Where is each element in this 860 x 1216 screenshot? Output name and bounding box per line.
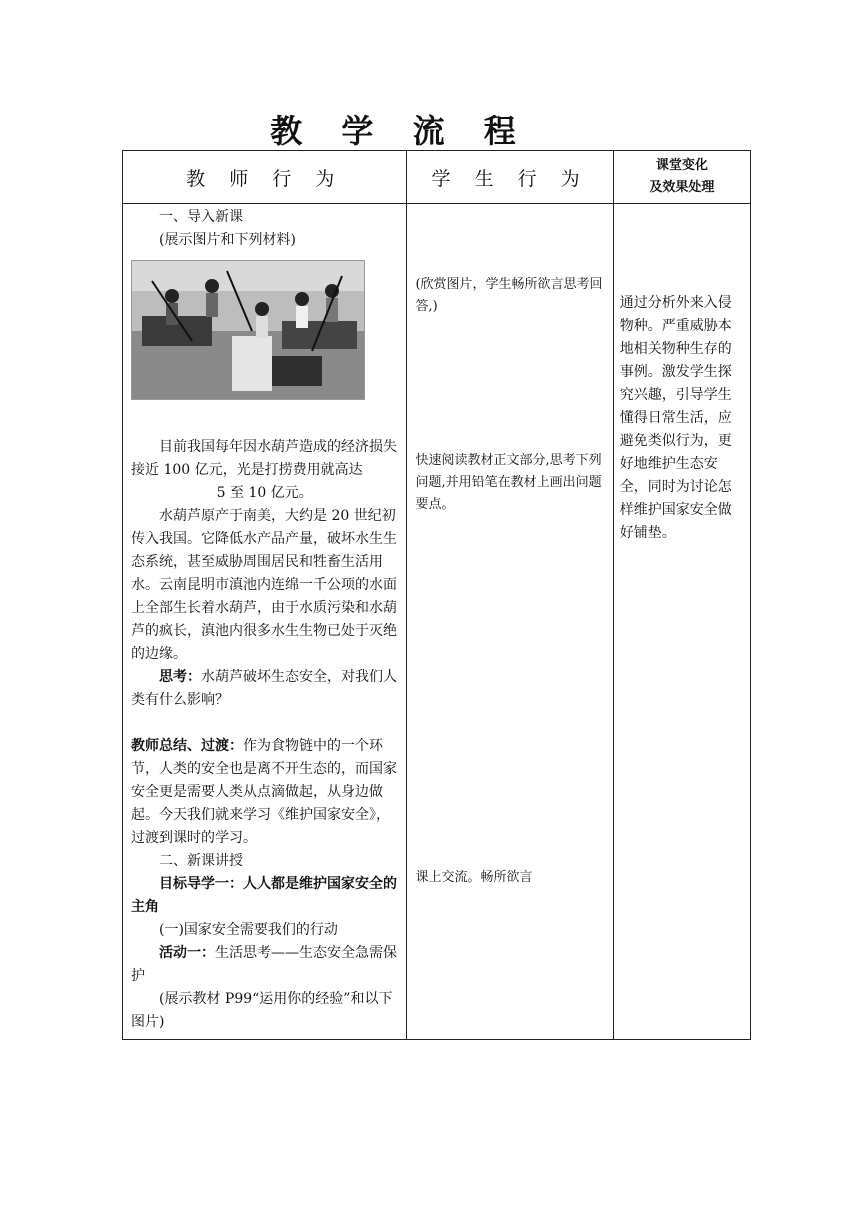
page-title: 教 学 流 程 — [270, 112, 530, 150]
section-intro-heading: 一、导入新课 — [159, 209, 243, 225]
header-student: 学 生 行 为 — [407, 151, 613, 204]
student-activity-2: 快速阅读教材正文部分,思考下列问题,并用铅笔在教材上画出问题要点。 — [415, 453, 602, 512]
water-hyacinth-photo-icon — [131, 260, 365, 400]
header-effect — [613, 151, 750, 204]
summary-label: 教师总结、过渡： — [131, 738, 243, 754]
subsection-heading: (一)国家安全需要我们的行动 — [159, 922, 338, 938]
header-effect-line1: 课堂变化 — [655, 158, 708, 173]
header-effect-line2: 及效果处理 — [649, 180, 715, 195]
show-textbook-note: (展示教材 P99“运用你的经验”和以下图片) — [131, 991, 393, 1030]
loss-paragraph: 目前我国每年因水葫芦造成的经济损失接近 100 亿元，光是打捞费用就高达 — [131, 439, 397, 478]
lesson-flow-table — [122, 150, 751, 1040]
think-label: 思考： — [159, 669, 201, 685]
summary-text: 作为食物链中的一个环节，人类的安全也是离不开生态的，而国家安全更是需要人类从点滴做起，从身边做起。今天我们就来学习《维护国家安全》，过渡到课时的学习。 — [131, 738, 397, 846]
student-activity-3: 课上交流。畅所欲言 — [415, 870, 533, 885]
section-new-lesson-heading: 二、新课讲授 — [159, 853, 243, 869]
think-text: 水葫芦破坏生态安全，对我们人类有什么影响？ — [131, 669, 397, 708]
effect-cell — [613, 204, 750, 1040]
student-activity-1: (欣赏图片，学生畅所欲言思考回答,) — [415, 277, 603, 314]
origin-paragraph: 水葫芦原产于南美，大约是 20 世纪初传入我国。它降低水产品产量，破坏水生生态系统，甚至威胁周围居民和牲畜生活用水。云南昆明市滇池内连绵一千公项的水面上全部生长着水葫芦，由于水质污染和水葫芦的疯长，滇池内很多水生生物已处于灭绝的边缘。 — [131, 508, 397, 662]
table-header-row — [123, 151, 751, 204]
table-body-row — [123, 204, 751, 1040]
activity-label: 活动一： — [159, 945, 215, 961]
activity-one — [131, 942, 398, 988]
show-material-note: (展示图片和下列材料) — [159, 232, 296, 248]
student-cell — [407, 204, 613, 1040]
think-question — [131, 666, 398, 712]
loss-paragraph-tail: 5 至 10 亿元。 — [216, 485, 313, 501]
effect-text: 通过分析外来入侵物种。严重威胁本地相关物种生存的事例。激发学生探究兴趣，引导学生懂得日常生活，应避免类似行为，更好地维护生态安全，同时为讨论怎样维护国家安全做好铺垫。 — [619, 295, 732, 541]
header-teacher: 教 师 行 为 — [123, 151, 407, 204]
teacher-summary — [131, 735, 398, 850]
teacher-cell — [123, 204, 407, 1040]
activity-text: 生活思考——生态安全急需保护 — [131, 945, 397, 984]
goal-heading: 目标导学一：人人都是维护国家安全的主角 — [131, 876, 397, 915]
